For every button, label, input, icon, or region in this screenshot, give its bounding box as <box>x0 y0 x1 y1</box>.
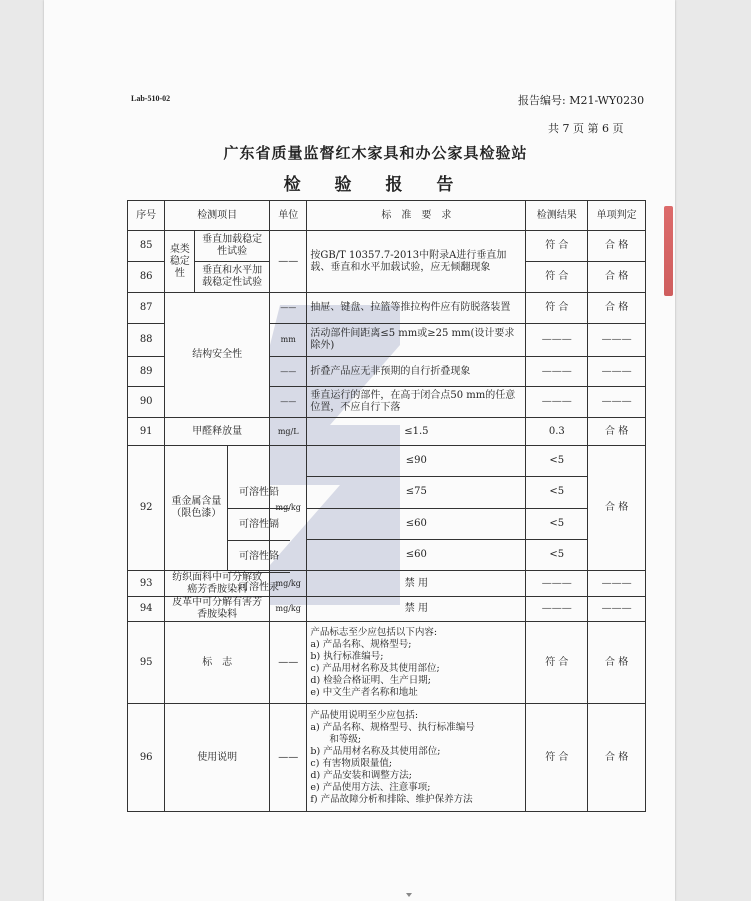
standard-text: 禁 用 <box>307 571 526 597</box>
report-number: 报告编号: M21-WY0230 <box>518 94 645 107</box>
subitem-mercury: 可溶性汞 <box>239 581 279 593</box>
judgement: ——— <box>588 357 646 387</box>
standard-text: ≤60 <box>307 508 526 539</box>
standard-text: ≤75 <box>307 477 526 508</box>
item-name: 皮革中可分解有害芳香胺染料 <box>165 597 270 622</box>
page-counter: 共 7 页 第 6 页 <box>548 122 624 135</box>
seal-stamp-edge <box>664 206 673 296</box>
standard-text: 抽屉、键盘、拉篮等推拉构件应有防脱落装置 <box>307 293 526 324</box>
judgement: 合 格 <box>588 231 646 262</box>
standard-text: 活动部件间距离≤5 mm或≥25 mm(设计要求除外) <box>307 324 526 357</box>
judgement: 合 格 <box>588 262 646 293</box>
result: <5 <box>526 477 588 508</box>
standard-text: ≤60 <box>307 539 526 570</box>
list-item: c) 有害物质限量值; <box>310 757 393 769</box>
table-row <box>128 597 646 622</box>
row-number: 87 <box>128 293 165 324</box>
row-number: 90 <box>128 387 165 418</box>
unit: —— <box>270 704 307 812</box>
row-number: 96 <box>128 704 165 812</box>
row-number: 93 <box>128 571 165 597</box>
subitem-cadmium: 可溶性镉 <box>228 509 290 541</box>
row-number: 86 <box>128 262 165 293</box>
list-item: e) 产品使用方法、注意事项; <box>310 781 431 793</box>
col-header-unit: 单位 <box>270 201 307 231</box>
result: 0.3 <box>526 418 588 446</box>
standard-text: ≤1.5 <box>307 418 526 446</box>
table-row <box>128 231 646 262</box>
result: ——— <box>526 571 588 597</box>
row-number: 85 <box>128 231 165 262</box>
list-item: b) 产品用材名称及其使用部位; <box>310 745 441 757</box>
inspection-table <box>127 200 646 812</box>
judgement: 合 格 <box>588 446 646 571</box>
result: <5 <box>526 508 588 539</box>
item-name: 标 志 <box>165 622 270 704</box>
standard-text <box>307 704 526 812</box>
result: ——— <box>526 324 588 357</box>
list-item: d) 产品安装和调整方法; <box>310 769 412 781</box>
standard-text: 折叠产品应无非预期的自行折叠现象 <box>307 357 526 387</box>
item-name: 纺织面料中可分解致癌芳香胺染料 <box>165 571 270 597</box>
unit: —— <box>270 231 307 293</box>
item-name: 垂直和水平加载稳定性试验 <box>195 262 270 293</box>
col-header-no: 序号 <box>128 201 165 231</box>
row-number: 92 <box>128 446 165 571</box>
row-number: 89 <box>128 357 165 387</box>
table-row <box>128 418 646 446</box>
result: <5 <box>526 539 588 570</box>
table-header-row <box>128 201 646 231</box>
unit: mg/kg <box>270 571 307 597</box>
judgement: 合 格 <box>588 622 646 704</box>
table-row <box>128 293 646 324</box>
unit: —— <box>270 293 307 324</box>
judgement: 合 格 <box>588 418 646 446</box>
lab-code: Lab-510-02 <box>131 94 171 103</box>
list-item: e) 中文生产者名称和地址 <box>310 686 418 698</box>
item-group: 结构安全性 <box>165 293 270 418</box>
result: 符 合 <box>526 622 588 704</box>
list-item: a) 产品名称、规格型号; <box>310 638 412 650</box>
list-item: 产品标志至少应包括以下内容: <box>310 626 438 638</box>
unit: —— <box>270 357 307 387</box>
list-item: f) 产品故障分析和排除、维护保养方法 <box>310 793 473 805</box>
subitem-lead: 可溶性铅 <box>228 477 290 509</box>
table-row <box>128 622 646 704</box>
unit: mg/kg <box>270 446 307 571</box>
row-number: 95 <box>128 622 165 704</box>
item-name: 垂直加载稳定性试验 <box>195 231 270 262</box>
list-item: b) 执行标准编号; <box>310 650 384 662</box>
col-header-result: 检测结果 <box>526 201 588 231</box>
col-header-standard: 标 准 要 求 <box>307 201 526 231</box>
list-item: 产品使用说明至少应包括: <box>310 709 419 721</box>
result: <5 <box>526 446 588 477</box>
row-number: 94 <box>128 597 165 622</box>
list-item: d) 检验合格证明、生产日期; <box>310 674 431 686</box>
item-group: 桌类稳定性 <box>165 231 195 293</box>
judgement: ——— <box>588 597 646 622</box>
result: 符 合 <box>526 262 588 293</box>
page-bottom-marker <box>406 893 412 897</box>
row-number: 88 <box>128 324 165 357</box>
item-name: 甲醛释放量 <box>165 418 270 446</box>
result: 符 合 <box>526 704 588 812</box>
report-title: 检 验 报 告 <box>283 175 468 195</box>
heavy-metal-subitems <box>228 477 290 603</box>
unit: mm <box>270 324 307 357</box>
list-item: c) 产品用材名称及其使用部位; <box>310 662 440 674</box>
judgement: 合 格 <box>588 293 646 324</box>
table-row <box>128 571 646 597</box>
unit: —— <box>270 387 307 418</box>
standard-text: 禁 用 <box>307 597 526 622</box>
table-row <box>128 704 646 812</box>
result: 符 合 <box>526 293 588 324</box>
result: 符 合 <box>526 231 588 262</box>
heavy-metal-group-label: 重金属含量（限色漆） <box>165 446 228 570</box>
result: ——— <box>526 387 588 418</box>
judgement: ——— <box>588 387 646 418</box>
unit: mg/kg <box>270 597 307 622</box>
table-row <box>128 446 646 477</box>
standard-text: 垂直运行的部件，在高于闭合点50 mm的任意位置，不应自行下落 <box>307 387 526 418</box>
judgement: ——— <box>588 571 646 597</box>
organization-name: 广东省质量监督红木家具和办公家具检验站 <box>223 144 528 162</box>
subitem-chromium: 可溶性铬 <box>228 541 290 573</box>
unit: —— <box>270 622 307 704</box>
col-header-item: 检测项目 <box>165 201 270 231</box>
judgement: ——— <box>588 324 646 357</box>
unit: mg/L <box>270 418 307 446</box>
standard-text: ≤90 <box>307 446 526 477</box>
judgement: 合 格 <box>588 704 646 812</box>
result: ——— <box>526 597 588 622</box>
list-item: a) 产品名称、规格型号、执行标准编号 <box>310 721 475 733</box>
standard-text: 按GB/T 10357.7-2013中附录A进行垂直加载、垂直和水平加载试验，应无倾翻现象 <box>307 231 526 293</box>
col-header-judgement: 单项判定 <box>588 201 646 231</box>
list-item: 和等级; <box>310 733 362 745</box>
result: ——— <box>526 357 588 387</box>
item-name: 使用说明 <box>165 704 270 812</box>
standard-text <box>307 622 526 704</box>
row-number: 91 <box>128 418 165 446</box>
